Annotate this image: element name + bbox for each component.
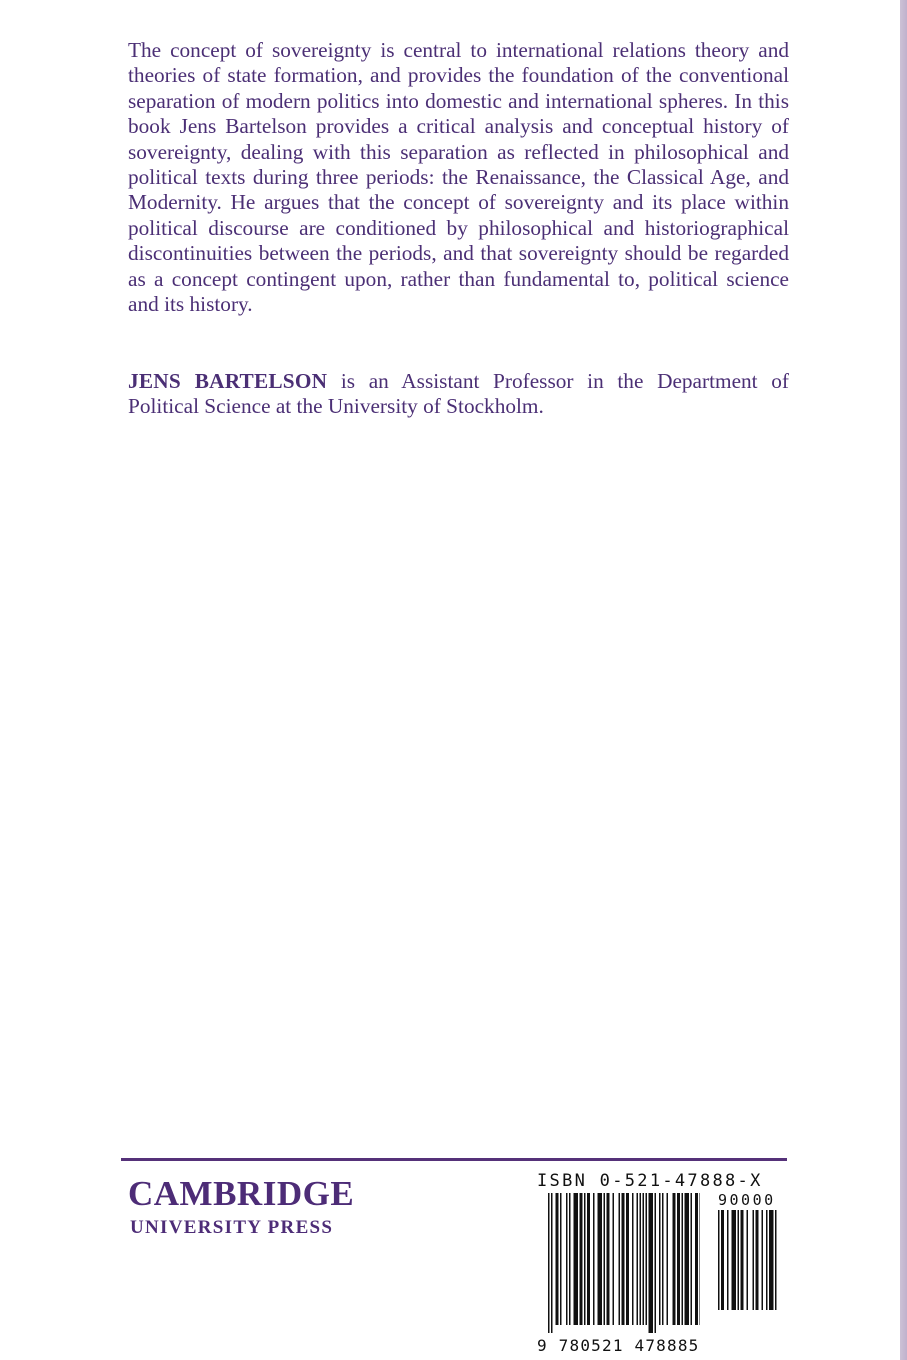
barcode-bar [775,1210,777,1310]
barcode-bar [732,1210,737,1310]
barcode-bar [604,1193,606,1325]
publisher-logo [128,1175,354,1239]
book-blurb: The concept of sovereignty is central to international relations theory and theories of state formation, and provides the foundation of the conventional separation of modern politics into domestic and international spheres. In this book Jens Bartelson provides a critical analysis and conceptual history of sovereignty, dealing with this separation as reflected in philosophical and political texts during three periods: the Renaissance, the Classical Age, and Modernity. He argues that the concept of sovereignty and its place within political discourse are conditioned by philosophical and historiographical discontinuities between the periods, and that sovereignty should be regarded as a concept contingent upon, rather than fundamental to, political science and its history. [128,38,789,317]
footer-divider [121,1158,787,1161]
barcode-bar [682,1193,684,1325]
barcode-bar [560,1193,562,1325]
barcode-bar [566,1193,568,1325]
barcode-number: 9 780521 478885 [537,1336,700,1355]
barcode-bar [769,1210,774,1310]
barcode-bar [646,1193,648,1325]
barcode-bar [718,1210,720,1310]
barcode-bar [637,1193,639,1325]
author-bio-text: is an Assistant Professor in the Department of Political Science at the University of Stockholm. [128,369,789,419]
barcode-bar [613,1193,615,1325]
barcode-bar [574,1193,579,1325]
barcode-bar [677,1193,680,1325]
barcode-bar [691,1193,693,1325]
barcode-bar [766,1210,768,1310]
barcode-bar [556,1193,559,1325]
barcode-bar [587,1193,590,1325]
barcode-bar [640,1193,642,1325]
price-barcode [718,1210,788,1312]
barcode-bar [700,1193,701,1325]
barcode-bar [632,1193,634,1325]
barcode-bar [667,1193,669,1325]
barcode-bar [685,1193,690,1325]
barcode-bar [662,1193,664,1325]
barcode-bar [548,1193,550,1333]
publisher-subtitle: UNIVERSITY PRESS [130,1217,334,1238]
barcode-bar [626,1193,629,1325]
cover-spine-edge [900,0,907,1360]
barcode-bar [569,1193,571,1325]
barcode-bar [673,1193,676,1325]
author-name: JENS BARTELSON [128,369,328,393]
publisher-name: CAMBRIDGE [128,1174,355,1213]
barcode-bar [607,1193,610,1325]
barcode-bar [727,1210,729,1310]
barcode-bar [619,1193,621,1325]
barcode-bar [593,1193,595,1325]
barcode-bar [649,1193,654,1333]
barcode-bar [762,1210,764,1310]
barcode-bar [756,1210,759,1310]
barcode-bar [622,1193,625,1325]
barcode-bar [580,1193,583,1325]
barcode-bar [741,1210,744,1310]
barcode-bar [551,1193,553,1333]
isbn-barcode [548,1193,700,1343]
barcode-bar [753,1210,755,1310]
barcode-bar [695,1193,698,1325]
barcode-bar [721,1210,724,1310]
barcode-bar [747,1210,749,1310]
barcode-bar [659,1193,661,1325]
isbn-label: ISBN 0-521-47888-X [537,1171,763,1191]
barcode-bar [598,1193,603,1325]
barcode-bar [643,1193,645,1325]
barcode-bar [655,1193,657,1333]
barcode-bar [738,1210,740,1310]
author-bio [128,369,789,420]
barcode-bar [584,1193,586,1325]
price-code: 90000 [718,1191,776,1209]
